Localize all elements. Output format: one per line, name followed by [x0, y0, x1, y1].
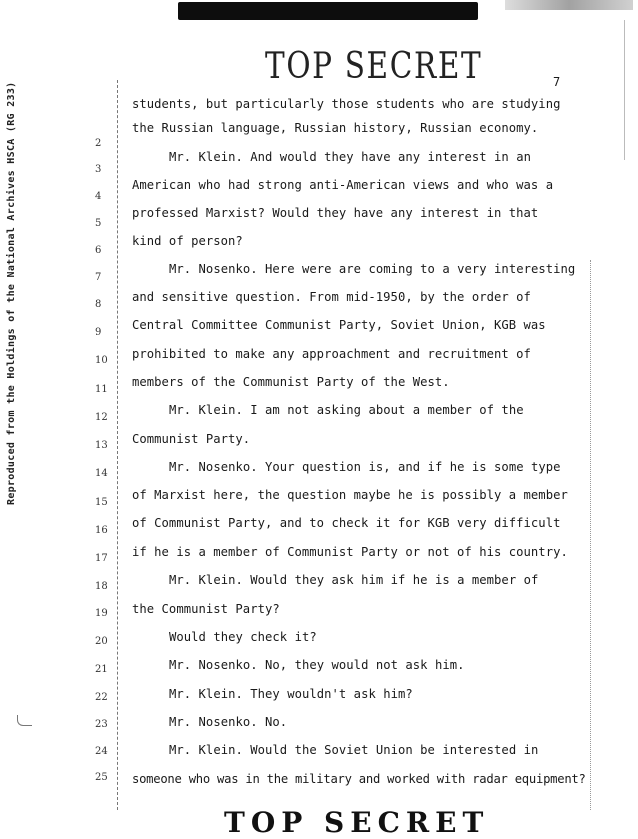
- line-number: 9: [95, 327, 102, 338]
- line-number: 3: [95, 164, 102, 175]
- line-number: 11: [95, 384, 108, 395]
- transcript-line: Central Committee Communist Party, Soviet Union, KGB was: [132, 318, 546, 332]
- line-number: 7: [95, 272, 102, 283]
- transcript-line: Communist Party.: [132, 432, 251, 446]
- transcript-line: Mr. Klein. They wouldn't ask him?: [169, 687, 413, 701]
- transcript-line: professed Marxist? Would they have any interest in that: [132, 206, 539, 220]
- top-secret-stamp: TOP SECRET: [265, 46, 483, 87]
- line-number: 15: [95, 497, 108, 508]
- transcript-line: kind of person?: [132, 234, 243, 248]
- line-number: 20: [95, 636, 108, 647]
- line-number: 10: [95, 355, 108, 366]
- line-number: 19: [95, 608, 108, 619]
- top-secret-stamp-bottom: TOP SECRET: [224, 806, 490, 839]
- transcript-line: Would they check it?: [169, 630, 317, 644]
- transcript-line: Mr. Nosenko. No, they would not ask him.: [169, 658, 465, 672]
- transcript-line: Mr. Nosenko. No.: [169, 715, 288, 729]
- transcript-line: the Russian language, Russian history, Russian economy.: [132, 121, 539, 135]
- margin-rule: [117, 80, 118, 810]
- transcript-line: Mr. Klein. Would they ask him if he is a member of: [169, 573, 539, 587]
- transcript-line: American who had strong anti-American views and who was a: [132, 178, 554, 192]
- line-number: 13: [95, 440, 108, 451]
- line-number: 8: [95, 299, 102, 310]
- line-number: 25: [95, 772, 108, 783]
- archive-notice: Reproduced from the Holdings of the National Archives HSCA (RG 233): [6, 81, 17, 505]
- transcript-line: of Communist Party, and to check it for KGB very difficult: [132, 516, 561, 530]
- margin-rule-right: [590, 260, 591, 810]
- line-number: 12: [95, 412, 108, 423]
- transcript-line: and sensitive question. From mid-1950, by the order of: [132, 290, 531, 304]
- line-number: 22: [95, 692, 108, 703]
- line-number: 5: [95, 218, 102, 229]
- line-number: 2: [95, 138, 102, 149]
- page-number: 7: [553, 75, 561, 89]
- transcript-line: Mr. Klein. And would they have any interest in an: [169, 150, 531, 164]
- transcript-line: someone who was in the military and worked with radar equipment?: [132, 772, 586, 786]
- line-number: 14: [95, 468, 108, 479]
- line-number: 18: [95, 581, 108, 592]
- margin-mark: [17, 715, 32, 726]
- line-number: 23: [95, 719, 108, 730]
- line-number: 16: [95, 525, 108, 536]
- scan-artifact: [505, 0, 633, 10]
- line-number: 6: [95, 245, 102, 256]
- line-number: 24: [95, 746, 108, 757]
- transcript-line: students, but particularly those students who are studying: [132, 97, 561, 111]
- transcript-line: prohibited to make any approachment and recruitment of: [132, 347, 531, 361]
- redaction-bar: [178, 2, 478, 20]
- transcript-line: if he is a member of Communist Party or not of his country.: [132, 545, 568, 559]
- transcript-line: Mr. Klein. Would the Soviet Union be interested in: [169, 743, 539, 757]
- line-number: 4: [95, 191, 102, 202]
- line-number: 17: [95, 553, 108, 564]
- transcript-line: Mr. Nosenko. Here were are coming to a very interesting: [169, 262, 576, 276]
- line-number: 21: [95, 664, 108, 675]
- transcript-line: Mr. Nosenko. Your question is, and if he is some type: [169, 460, 561, 474]
- transcript-line: Mr. Klein. I am not asking about a member of the: [169, 403, 524, 417]
- transcript-line: members of the Communist Party of the West.: [132, 375, 450, 389]
- transcript-line: of Marxist here, the question maybe he is possibly a member: [132, 488, 568, 502]
- scan-edge: [624, 20, 625, 160]
- transcript-line: the Communist Party?: [132, 602, 280, 616]
